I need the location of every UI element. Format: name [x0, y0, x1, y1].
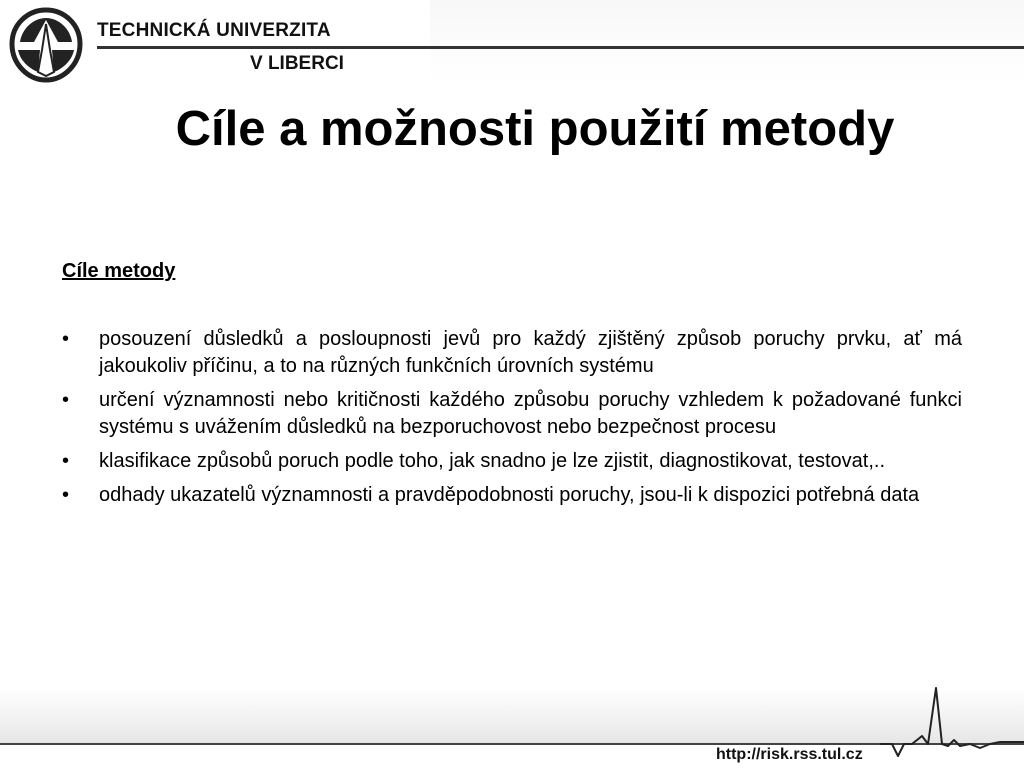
bullet-text: odhady ukazatelů významnosti a pravděpodobnosti poruchy, jsou-li k dispozici potřebná data: [99, 484, 920, 506]
bullet-list: [62, 326, 962, 516]
bullet-marker: •: [62, 484, 70, 506]
footer-band: [0, 688, 1024, 744]
bullet-text: určení významnosti nebo kritičnosti každého způsobu poruchy vzhledem k požadované funkci systému s uvážením důsledků na bezporuchovost nebo bezpečnost procesu: [99, 389, 962, 438]
header-divider: [97, 46, 1024, 49]
bullet-marker: •: [62, 389, 70, 411]
university-name-line2: V LIBERCI: [250, 53, 344, 74]
university-name-line1: TECHNICKÁ UNIVERZITA: [97, 20, 331, 41]
footer-divider: [0, 743, 1024, 745]
bullet-item: [62, 448, 962, 475]
header-fade: [430, 0, 1024, 84]
bullet-text: klasifikace způsobů poruch podle toho, jak snadno je lze zjistit, diagnostikovat, testovat,..: [99, 450, 886, 472]
bullet-item: [62, 482, 962, 509]
bullet-item: [62, 326, 962, 380]
bullet-marker: •: [62, 450, 70, 472]
bullet-text: posouzení důsledků a posloupnosti jevů pro každý zjištěný způsob poruchy prvku, ať má jakoukoliv příčinu, a to na různých funkčních úrovních systému: [99, 328, 962, 377]
footer-url: http://risk.rss.tul.cz: [716, 746, 863, 763]
bullet-item: [62, 387, 962, 441]
section-heading: Cíle metody: [62, 260, 176, 282]
tul-logo-icon: [6, 6, 86, 86]
waveform-icon: [880, 684, 1024, 768]
bullet-marker: •: [62, 328, 70, 350]
slide-title: Cíle a možnosti použití metody: [175, 102, 895, 156]
